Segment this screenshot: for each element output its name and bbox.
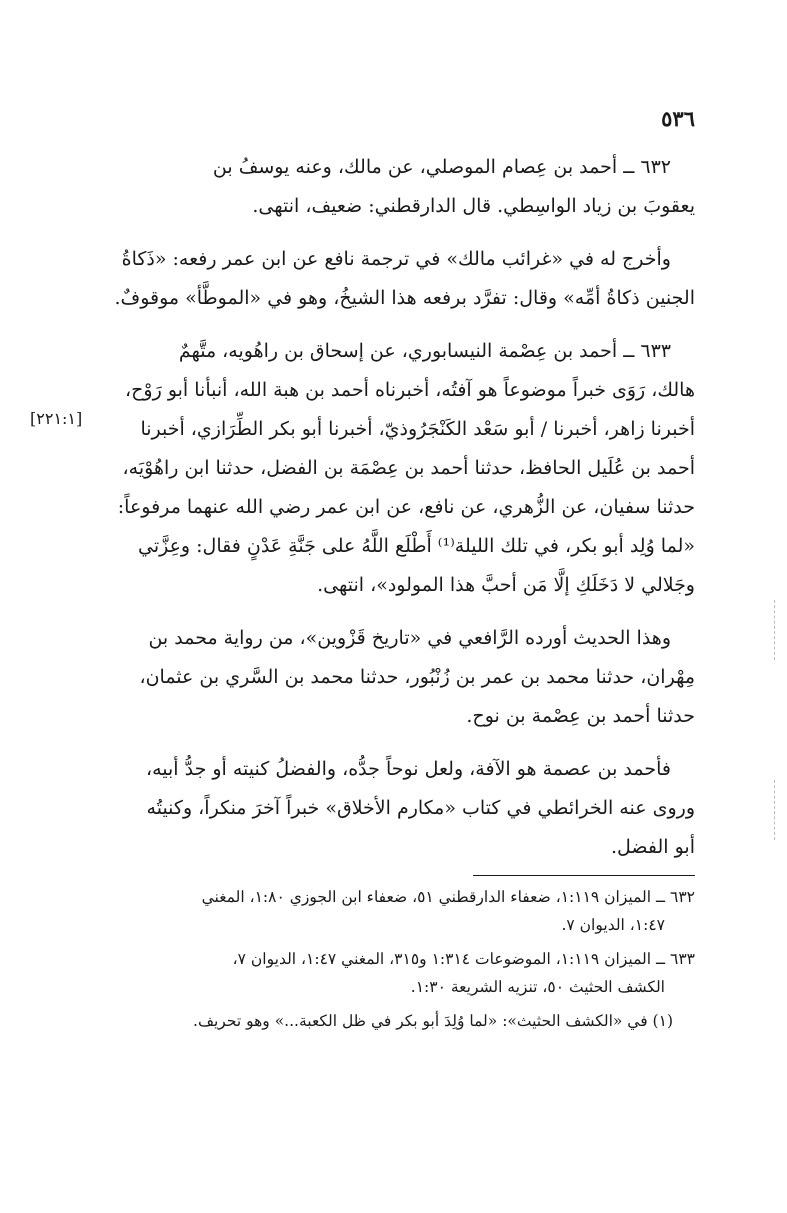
footnote-divider: [473, 875, 695, 876]
footnotes: [74, 883, 695, 1041]
footnote-line: ٦٣٣ ــ الميزان ١:١١٩، الموضوعات ١:٣١٤ و٣١٥، المغني ١:٤٧، الديوان ٧،: [232, 950, 695, 968]
text-line: ٦٣٢ ــ أحمد بن عِصام الموصلي، عن مالك، وعنه يوسفُ بن: [212, 156, 671, 178]
text-line: وجَلالي لا دَخَلَكِ إلَّا مَن أحبَّ هذا المولود»، انتهى.: [317, 574, 695, 596]
page-number: ٥٣٦: [661, 106, 695, 131]
paragraph-entry-633-rafii: [74, 619, 695, 736]
text-line: ٦٣٣ ــ أحمد بن عِصْمة النيسابوري، عن إسحاق بن راهُويه، متَّهمٌ: [178, 340, 671, 362]
footnote-line: الكشف الحثيث ٥٠، تنزيه الشريعة ١:٣٠.: [410, 978, 665, 996]
footnote-632: [74, 883, 695, 939]
scan-edge-mark: [774, 600, 775, 660]
text-line: وأخرج له في «غرائب مالك» في ترجمة نافع عن ابن عمر رفعه: «ذَكاةُ: [121, 248, 671, 270]
text-line: فأحمد بن عصمة هو الآفة، ولعل نوحاً جدُّه، والفضلُ كنيته أو جدُّ أبيه،: [145, 758, 671, 780]
footnote-1: [74, 1007, 695, 1035]
text-line: الجنين ذكاةُ أمِّه» وقال: تفرَّد برفعه هذا الشيخُ، وهو في «الموطَّأ» موقوفٌ.: [114, 287, 695, 309]
paragraph-entry-633: [74, 332, 695, 605]
footnote-line: (١) في «الكشف الحثيث»: «لما وُلِدَ أبو بكر في ظل الكعبة...» وهو تحريف.: [193, 1012, 673, 1030]
paragraph-entry-632: [74, 148, 695, 226]
scan-edge-mark: [774, 780, 775, 840]
footnote-line: ٦٣٢ ــ الميزان ١:١١٩، ضعفاء الدارقطني ٥١، ضعفاء ابن الجوزي ١:٨٠، المغني: [201, 888, 695, 906]
text-line: مِهْران، حدثنا محمد بن عمر بن زُنْبُور، حدثنا محمد بن السَّري بن عثمان،: [139, 666, 695, 688]
text-line: حدثنا سفيان، عن الزُّهري، عن نافع، عن ابن عمر رضي الله عنهما مرفوعاً:: [117, 496, 695, 518]
text-line: يعقوبَ بن زياد الواسِطي. قال الدارقطني: ضعيف، انتهى.: [252, 195, 695, 217]
text-line: أبو الفضل.: [610, 836, 695, 858]
margin-reference: [٢٢١:١]: [30, 409, 83, 428]
text-line: وروى عنه الخرائطي في كتاب «مكارم الأخلاق» خبراً آخرَ منكراً، وكنيتُه: [146, 797, 695, 819]
text-line: وهذا الحديث أورده الرَّافعي في «تاريخ قَزْوين»، من رواية محمد بن: [148, 627, 671, 649]
footnote-line: ١:٤٧، الديوان ٧.: [561, 916, 665, 934]
text-line: حدثنا أحمد بن عِصْمة بن نوح.: [466, 705, 695, 727]
text-line: أخبرنا زاهر، أخبرنا / أبو سَعْد الكَنْجَرُوذيّ، أخبرنا أبو بكر الطِّرَازي، أخبرنا: [140, 418, 695, 440]
text-line: هالك، رَوَى خبراً موضوعاً هو آفتُه، أخبرناه أحمد بن هبة الله، أنبأنا أبو رَوْح،: [125, 379, 695, 401]
main-text: [74, 148, 695, 867]
text-line: «لما وُلِد أبو بكر، في تلك الليلة⁽¹⁾ أَطْلَع اللَّهُ على جَنَّةِ عَدْنٍ فقال: وعِزَّتي: [137, 535, 695, 557]
footnote-633: [74, 945, 695, 1001]
paragraph-entry-633-conclusion: [74, 750, 695, 867]
paragraph-entry-632-note: [74, 240, 695, 318]
text-line: أحمد بن عُلَيل الحافظ، حدثنا أحمد بن عِصْمَة بن الفضل، حدثنا ابن راهُوْيَه،: [122, 457, 695, 479]
